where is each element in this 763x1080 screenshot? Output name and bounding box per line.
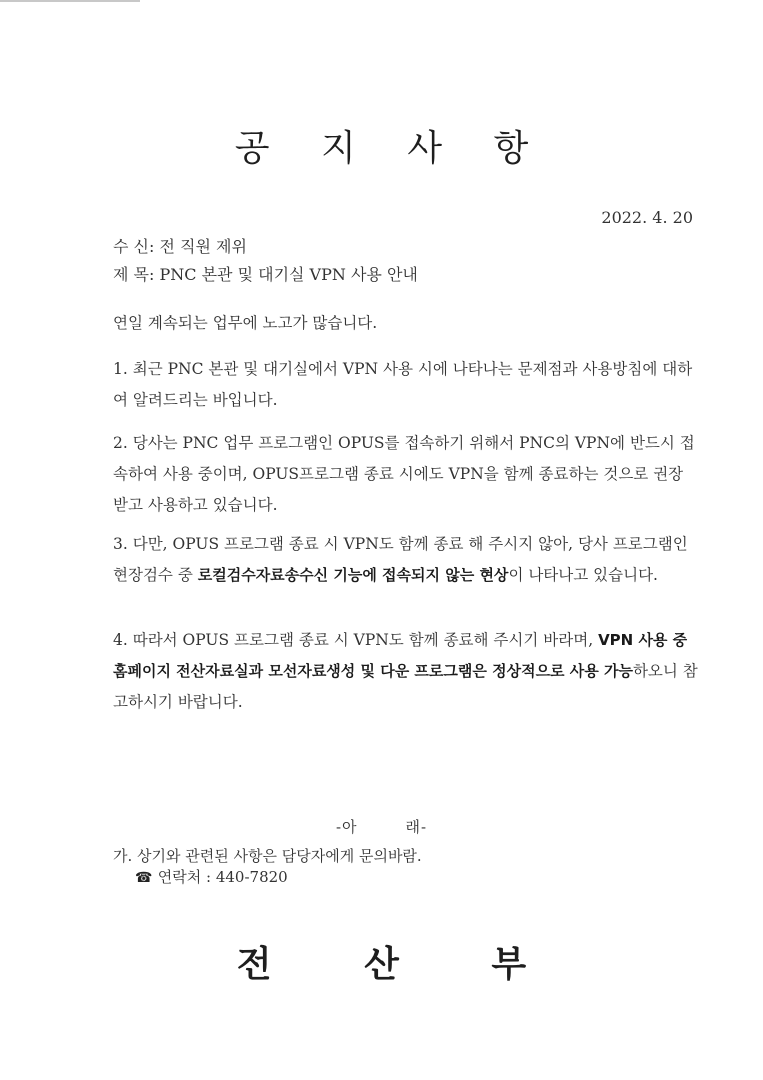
item-4-after: 하오니 참고하시기 바랍니다. [113,662,698,711]
notes-heading-right: 래- [405,818,428,836]
contact-line [135,866,288,887]
item-4-before: 4. 따라서 OPUS 프로그램 종료 시 VPN도 함께 종료해 주시기 바라며, [113,631,599,649]
recipient-line: 수 신: 전 직원 제위 [113,237,247,256]
subject-line: 제 목: PNC 본관 및 대기실 VPN 사용 안내 [113,265,418,284]
item-4-text [113,625,698,718]
document-date: 2022. 4. 20 [601,208,693,227]
note-item: 가. 상기와 관련된 사항은 담당자에게 문의바람. [113,847,422,865]
item-3-after: 이 나타나고 있습니다. [508,566,658,584]
contact-text: 연락처 : 440-7820 [157,868,288,886]
item-3-emphasis: 로컬검수자료송수신 기능에 접속되지 않는 현상 [197,566,509,584]
greeting-text: 연일 계속되는 업무에 노고가 많습니다. [113,314,378,332]
notes-heading [0,816,763,837]
item-3-before: 3. 다만, OPUS 프로그램 종료 시 VPN도 함께 종료 해 주시지 않아, 당사 프로그램인 현장검수 중 [113,535,688,584]
department-name: 전 산 부 [236,944,567,985]
item-2-text: 2. 당사는 PNC 업무 프로그램인 OPUS를 접속하기 위해서 PNC의 VPN에 반드시 접속하여 사용 중이며, OPUS프로그램 종료 시에도 VPN을 함께 종료하는 것으로 권장 받고 사용하고 있습니다. [113,434,695,514]
document-title: 공 지 사 항 [234,128,549,169]
scan-artifact-line [0,0,140,2]
telephone-icon: ☎ [135,870,153,886]
item-1-text: 1. 최근 PNC 본관 및 대기실에서 VPN 사용 시에 나타나는 문제점과 사용방침에 대하여 알려드리는 바입니다. [113,360,693,409]
notes-heading-left: -아 [335,818,358,836]
item-3-text [113,529,698,591]
item-4-emphasis: VPN 사용 중 홈페이지 전산자료실과 모선자료생성 및 다운 프로그램은 정상적으로 사용 가능 [113,631,688,680]
